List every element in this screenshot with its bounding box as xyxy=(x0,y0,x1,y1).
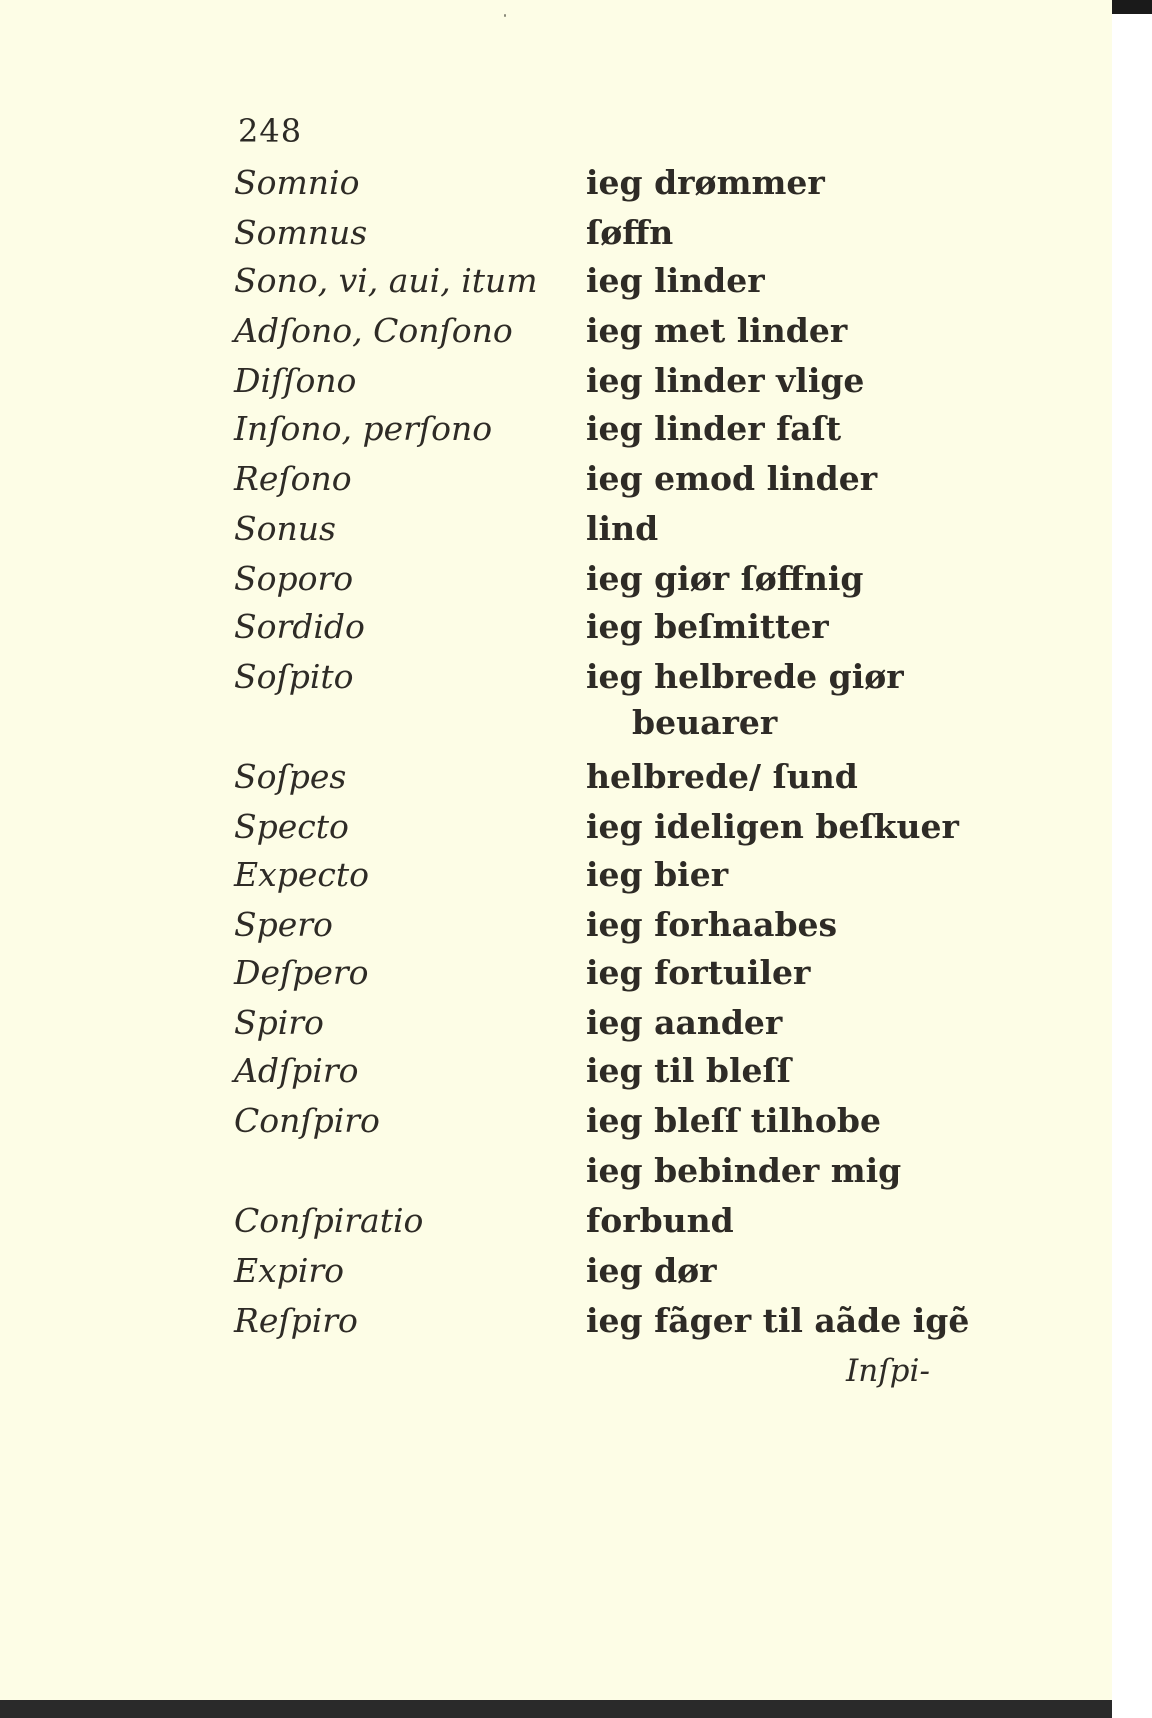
entry-row xyxy=(0,654,1112,704)
entry-row xyxy=(0,754,1112,804)
danish-gloss: ieg linder xyxy=(586,261,765,300)
danish-gloss: ieg fãger til aãde igẽ xyxy=(586,1301,970,1340)
entry-row xyxy=(0,1000,1112,1050)
danish-gloss: helbrede/ ſund xyxy=(586,757,858,796)
latin-headword: Conſpiratio xyxy=(234,1201,424,1240)
danish-gloss: ieg til bleſſ xyxy=(586,1051,791,1090)
danish-gloss: ieg linder faſt xyxy=(586,409,842,448)
danish-gloss: ieg forhaabes xyxy=(586,905,838,944)
danish-gloss: ieg emod linder xyxy=(586,459,878,498)
entry-row xyxy=(0,160,1112,210)
danish-gloss: ieg met linder xyxy=(586,311,848,350)
latin-headword: Sono, vi, aui, itum xyxy=(234,261,538,300)
latin-headword: Spiro xyxy=(234,1003,324,1042)
danish-gloss: ieg bleſſ tilhobe xyxy=(586,1101,881,1140)
scan-edge-bar xyxy=(1112,0,1152,14)
entry-row xyxy=(0,804,1112,854)
latin-headword: Soſpes xyxy=(234,757,347,796)
latin-headword: Adſono, Conſono xyxy=(234,311,513,350)
entry-row xyxy=(0,406,1112,456)
danish-gloss: ieg dør xyxy=(586,1251,717,1290)
latin-headword: Somnus xyxy=(234,213,368,252)
danish-gloss: beuarer xyxy=(632,703,778,742)
entry-row xyxy=(0,1248,1112,1298)
entry-row xyxy=(0,604,1112,654)
latin-headword: Spero xyxy=(234,905,333,944)
entry-row xyxy=(0,1098,1112,1148)
danish-gloss: ieg ideligen beſkuer xyxy=(586,807,959,846)
entry-row xyxy=(0,258,1112,308)
entry-row xyxy=(0,950,1112,1000)
latin-headword: Diſſono xyxy=(234,361,357,400)
entry-row xyxy=(0,1298,1112,1348)
entry-row xyxy=(0,852,1112,902)
danish-gloss: ieg aander xyxy=(586,1003,783,1042)
catchword: Inſpi- xyxy=(846,1353,930,1389)
latin-headword: Soporo xyxy=(234,559,354,598)
danish-gloss: ieg bebinder mig xyxy=(586,1151,902,1190)
danish-gloss: ieg fortuiler xyxy=(586,953,811,992)
danish-gloss: forbund xyxy=(586,1201,734,1240)
entry-row xyxy=(0,556,1112,606)
danish-gloss: ieg drømmer xyxy=(586,163,825,202)
danish-gloss: ieg beſmitter xyxy=(586,607,829,646)
latin-headword: Expiro xyxy=(234,1251,345,1290)
latin-headword: Adſpiro xyxy=(234,1051,359,1090)
latin-headword: Deſpero xyxy=(234,953,369,992)
danish-gloss: ieg giør ſøffnig xyxy=(586,559,864,598)
scan-margin-bottom xyxy=(0,1700,1112,1718)
entry-row-continuation xyxy=(0,1148,1112,1198)
entry-row xyxy=(0,1198,1112,1248)
scan-margin-right xyxy=(1112,0,1152,1718)
entry-row xyxy=(0,358,1112,408)
latin-headword: Somnio xyxy=(234,163,360,202)
latin-headword: Expecto xyxy=(234,855,369,894)
entry-row xyxy=(0,456,1112,506)
entry-row xyxy=(0,506,1112,556)
danish-gloss: ieg helbrede giør xyxy=(586,657,904,696)
danish-gloss: ſøffn xyxy=(586,213,674,252)
latin-headword: Sordido xyxy=(234,607,365,646)
entry-row xyxy=(0,1048,1112,1098)
danish-gloss: lind xyxy=(586,509,659,548)
danish-gloss: ieg bier xyxy=(586,855,729,894)
latin-headword: Conſpiro xyxy=(234,1101,380,1140)
entry-row-continuation xyxy=(0,700,1112,750)
entry-row xyxy=(0,902,1112,952)
latin-headword: Soſpito xyxy=(234,657,354,696)
latin-headword: Reſono xyxy=(234,459,352,498)
entry-row xyxy=(0,308,1112,358)
latin-headword: Sonus xyxy=(234,509,336,548)
latin-headword: Specto xyxy=(234,807,349,846)
latin-headword: Inſono, perſono xyxy=(234,409,493,448)
danish-gloss: ieg linder vlige xyxy=(586,361,865,400)
page-number: 248 xyxy=(238,112,303,150)
entry-row xyxy=(0,210,1112,260)
latin-headword: Reſpiro xyxy=(234,1301,358,1340)
